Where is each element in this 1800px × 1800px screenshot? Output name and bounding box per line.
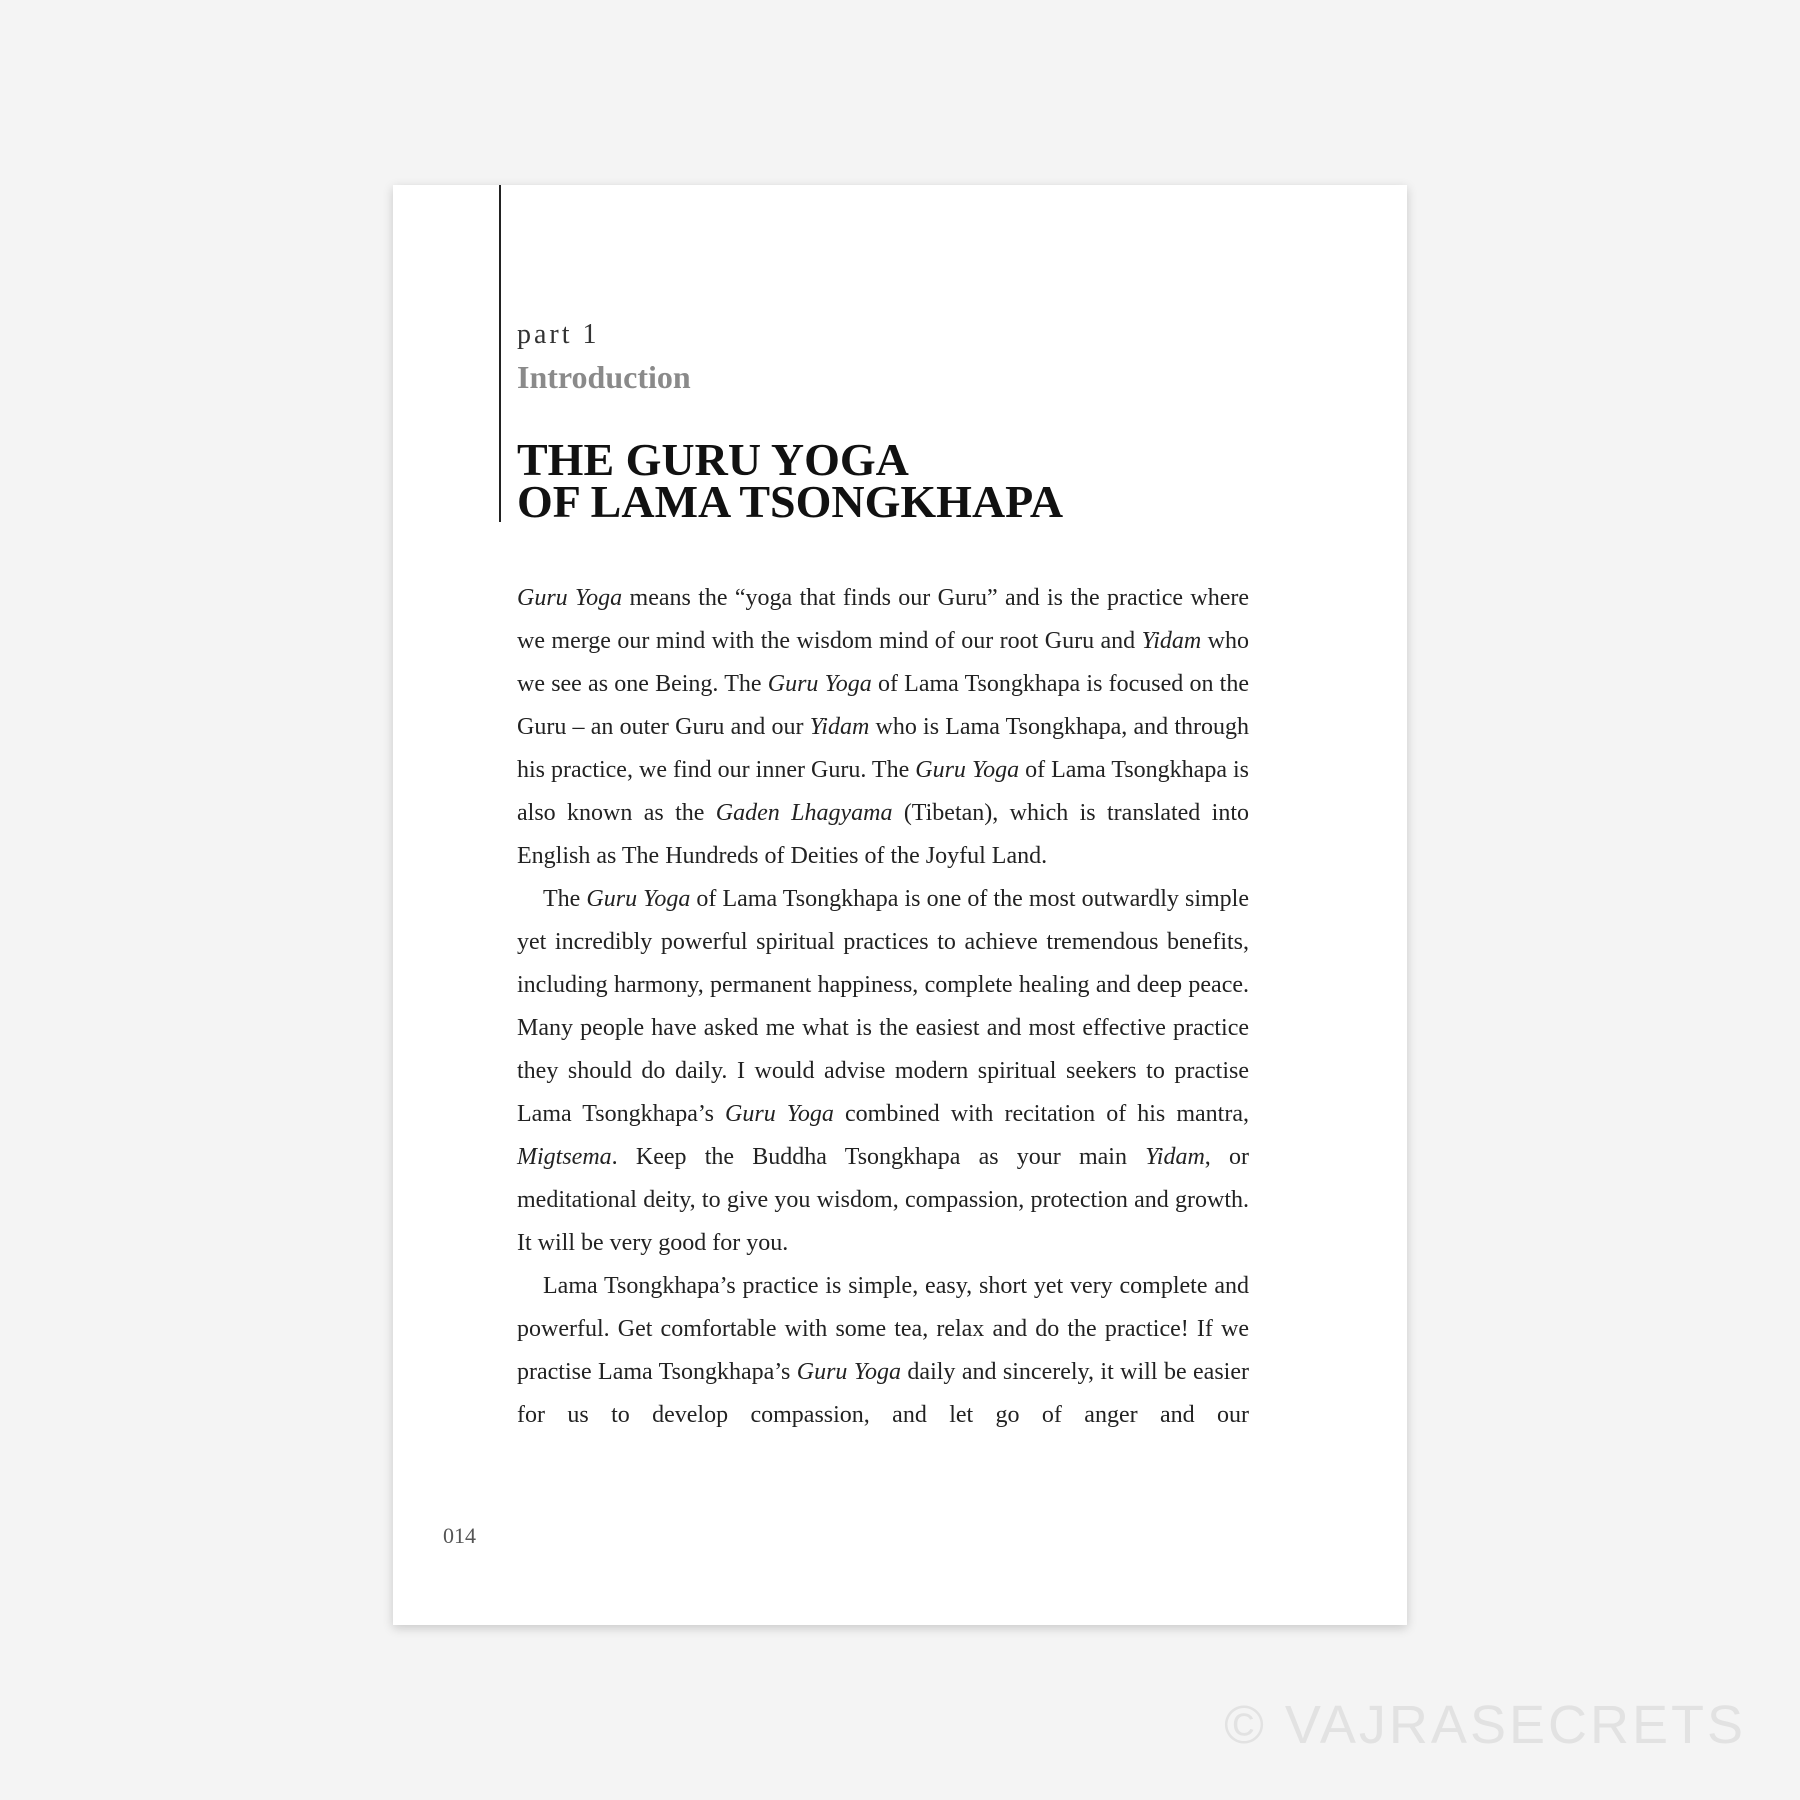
italic-term: Yidam <box>1141 628 1202 654</box>
part-label: part 1 <box>517 319 600 350</box>
italic-term: Gaden Lhagyama <box>715 800 893 826</box>
text-run: (Tibetan), which is translated into English as The Hundreds of Deities of the Joyful Land. <box>517 800 1249 869</box>
italic-term: Guru Yoga <box>796 1359 901 1385</box>
text-run: The <box>543 886 587 912</box>
paragraph-2 <box>517 878 1249 1265</box>
chapter-title <box>517 434 1064 527</box>
text-run: of Lama Tsongkhapa is focused on the Guru – an outer Guru and our <box>517 671 1249 740</box>
text-run: who is Lama Tsongkhapa, and through his practice, we find our inner Guru. The <box>517 714 1249 783</box>
body-text <box>517 577 1249 1437</box>
text-run: , or meditational deity, to give you wisdom, compassion, protection and growth. It will be very good for you. <box>517 1144 1249 1256</box>
text-run: Lama Tsongkhapa’s practice is simple, easy, short yet very complete and powerful. Get comfortable with some tea, relax and do the practice! If we practise Lama Tsongkhapa’s <box>517 1273 1249 1385</box>
chapter-title-line-2: OF LAMA TSONGKHAPA <box>517 476 1064 527</box>
italic-term: Guru Yoga <box>725 1101 834 1127</box>
italic-term: Guru Yoga <box>517 585 623 611</box>
italic-term: Guru Yoga <box>915 757 1020 783</box>
italic-term: Migtsema <box>517 1144 612 1170</box>
text-run: . Keep the Buddha Tsongkhapa as your main <box>611 1144 1146 1170</box>
text-run: of Lama Tsongkhapa is also known as the <box>517 757 1249 826</box>
section-label: Introduction <box>517 359 691 395</box>
paragraph-1 <box>517 577 1249 878</box>
italic-term: Guru Yoga <box>586 886 691 912</box>
page-number: 014 <box>443 1523 476 1548</box>
text-run: combined with recitation of his mantra, <box>833 1101 1249 1127</box>
margin-rule <box>499 185 501 522</box>
text-run: daily and sincerely, it will be easier for us to develop compassion, and let go of anger and our <box>517 1359 1249 1428</box>
text-run: who we see as one Being. The <box>517 628 1249 697</box>
text-run: means the “yoga that finds our Guru” and is the practice where we merge our mind with the wisdom mind of our root Guru and <box>517 585 1249 654</box>
italic-term: Yidam <box>809 714 870 740</box>
italic-term: Guru Yoga <box>767 671 872 697</box>
watermark-logo: © VAJRASECRETS <box>1224 1695 1746 1755</box>
paragraph-3 <box>517 1265 1249 1437</box>
italic-term: Yidam <box>1145 1144 1205 1170</box>
text-run: of Lama Tsongkhapa is one of the most outwardly simple yet incredibly powerful spiritual practices to achieve tremendous benefits, including harmony, permanent happiness, complete healing and deep peace. Many people have asked me what is the easiest and most effective practice they should do daily. I would advise modern spiritual seekers to practise Lama Tsongkhapa’s <box>517 886 1249 1127</box>
book-page <box>393 185 1407 1625</box>
chapter-title-line-1: THE GURU YOGA <box>517 434 909 485</box>
